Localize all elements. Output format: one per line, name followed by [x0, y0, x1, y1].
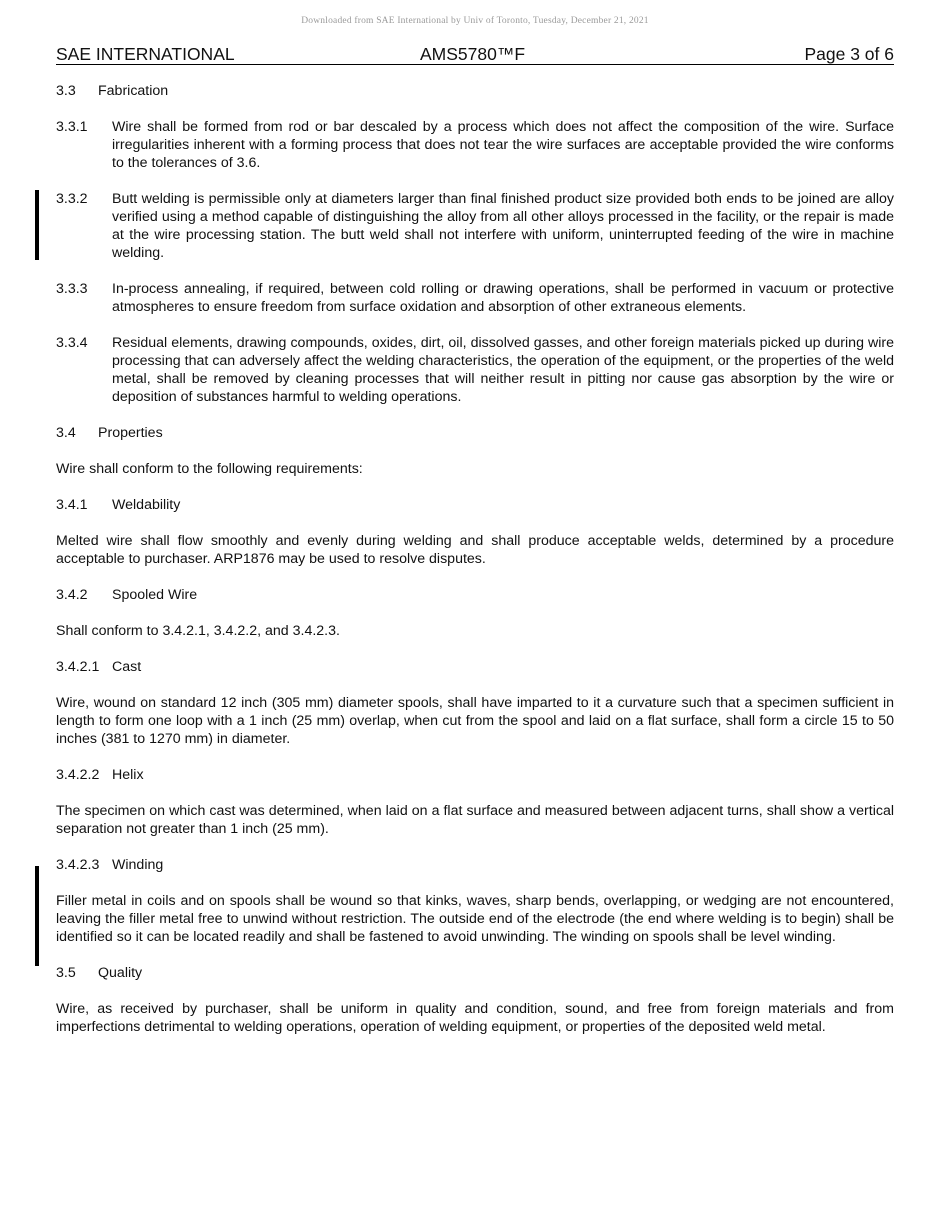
section-paragraph: Shall conform to 3.4.2.1, 3.4.2.2, and 3.4.2.3.	[56, 623, 340, 639]
subsection-heading	[56, 586, 894, 604]
section-title: Fabrication	[98, 83, 169, 99]
clause-text: In-process annealing, if required, between cold rolling or drawing operations, shall be performed in vacuum or protective atmospheres to ensure freedom from surface oxidation and absorption of other extraneous elements.	[112, 281, 894, 315]
section-number: 3.4.2	[56, 587, 88, 603]
section-paragraph: Wire shall conform to the following requirements:	[56, 461, 363, 477]
section-number: 3.4.2.2	[56, 767, 100, 783]
header-page-number: Page 3 of 6	[804, 44, 894, 64]
section-title: Properties	[98, 425, 163, 441]
download-watermark: Downloaded from SAE International by Univ of Toronto, Tuesday, December 21, 2021	[301, 16, 649, 26]
section-title: Spooled Wire	[112, 587, 198, 603]
section-number: 3.4.2.3	[56, 857, 100, 873]
section-paragraph: Wire, wound on standard 12 inch (305 mm) diameter spools, shall have imparted to it a curvature such that a specimen sufficient in length to form one loop with a 1 inch (25 mm) overlap, when cut from the spool and laid on a flat surface, shall form a circle 15 to 50 inches (381 to 1270 mm) in diameter.	[56, 695, 894, 747]
section-title: Weldability	[112, 497, 181, 513]
section-paragraph: Melted wire shall flow smoothly and evenly during welding and shall produce acceptable welds, determined by a procedure acceptable to purchaser. ARP1876 may be used to resolve disputes.	[56, 533, 894, 567]
section-number: 3.4	[56, 425, 76, 441]
section-number: 3.3	[56, 83, 76, 99]
section-paragraph: Filler metal in coils and on spools shall be wound so that kinks, waves, sharp bends, overlapping, or wedging are not encountered, leaving the filler metal free to unwind without restriction. The outside end of the electrode (the end where welding is to begin) shall be identified so it can be located readily and shall be fastened to avoid unwinding. The winding on spools shall be level winding.	[56, 893, 894, 945]
section-number: 3.4.2.1	[56, 659, 100, 675]
subsection-heading	[56, 766, 894, 784]
subsection-heading	[56, 658, 894, 676]
section-number: 3.4.1	[56, 497, 88, 513]
numbered-clause	[56, 334, 894, 406]
section-number: 3.5	[56, 965, 76, 981]
section-heading	[56, 964, 894, 982]
clause-number: 3.3.4	[56, 335, 88, 351]
header-org: SAE INTERNATIONAL	[56, 44, 235, 64]
header-doc-number: AMS5780™F	[420, 44, 526, 64]
clause-text: Wire shall be formed from rod or bar descaled by a process which does not affect the composition of the wire. Surface irregularities inherent with a forming process that does not tear the wire surfaces are acceptable provided the wire conforms to the tolerances of 3.6.	[112, 119, 894, 171]
clause-number: 3.3.1	[56, 119, 88, 135]
clause-number: 3.3.2	[56, 191, 88, 207]
document-body	[56, 82, 894, 1054]
subsection-heading	[56, 856, 894, 874]
subsection-heading	[56, 496, 894, 514]
revision-change-bar	[35, 190, 39, 260]
section-title: Helix	[112, 767, 144, 783]
section-paragraph: The specimen on which cast was determined, when laid on a flat surface and measured between adjacent turns, shall show a vertical separation not greater than 1 inch (25 mm).	[56, 803, 894, 837]
numbered-clause	[56, 190, 894, 262]
section-title: Winding	[112, 857, 164, 873]
clause-text: Residual elements, drawing compounds, oxides, dirt, oil, dissolved gasses, and other foreign materials picked up during wire processing that can adversely affect the welding characteristics, the operation of the equipment, or the properties of the weld metal, shall be removed by cleaning processes that will neither result in pitting nor cause gas absorption by the wire or deposition of substances harmful to welding operations.	[112, 335, 894, 405]
section-heading	[56, 424, 894, 442]
section-title: Cast	[112, 659, 142, 675]
numbered-clause	[56, 118, 894, 172]
numbered-clause	[56, 280, 894, 316]
page-header	[56, 44, 894, 65]
section-paragraph: Wire, as received by purchaser, shall be uniform in quality and condition, sound, and free from foreign materials and from imperfections detrimental to welding operations, operation of welding equipment, or properties of the deposited weld metal.	[56, 1001, 894, 1035]
clause-text: Butt welding is permissible only at diameters larger than final finished product size provided both ends to be joined are alloy verified using a method capable of distinguishing the alloy from all other alloys processed in the facility, or the repair is made at the wire processing station. The butt weld shall not interfere with uniform, uninterrupted feeding of the wire in machine welding.	[112, 191, 894, 261]
clause-number: 3.3.3	[56, 281, 88, 297]
section-heading	[56, 82, 894, 100]
revision-change-bar	[35, 866, 39, 966]
section-title: Quality	[98, 965, 143, 981]
